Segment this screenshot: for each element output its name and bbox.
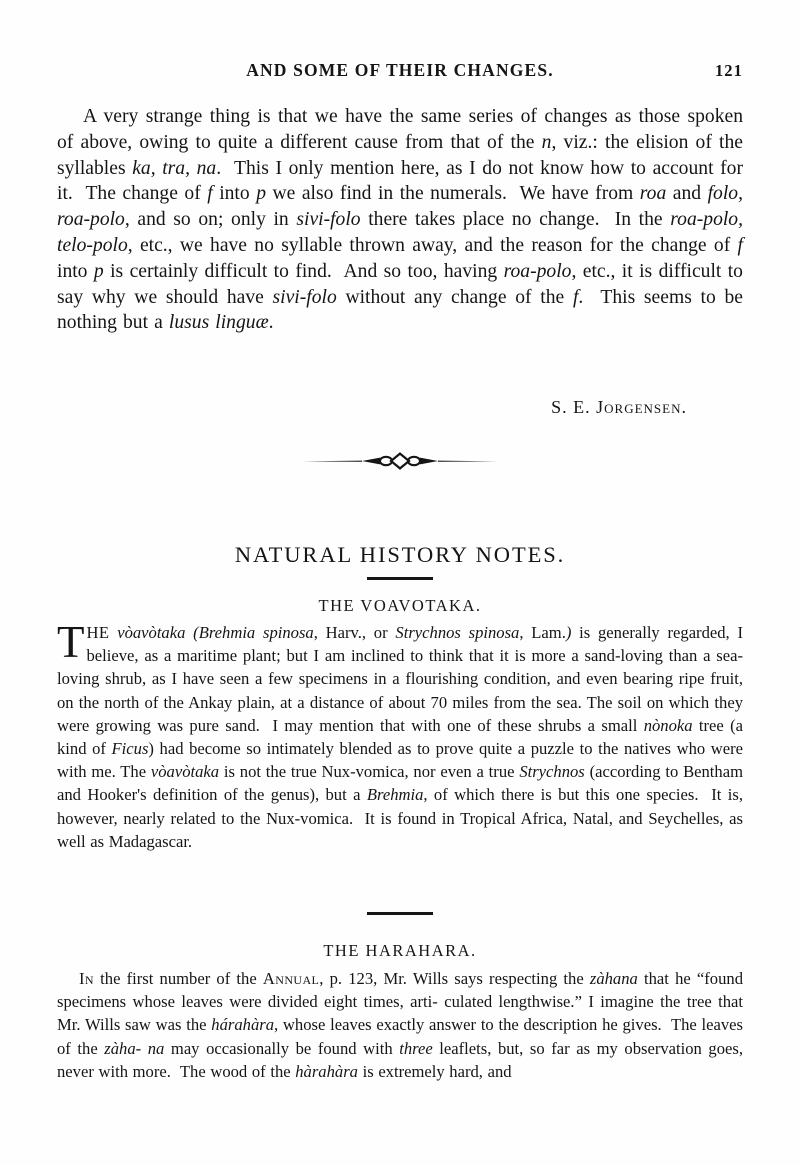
italic-term: roa-polo, telo-polo [57,209,743,256]
diamond-rule-ornament [0,452,800,470]
italic-term: ) [565,623,572,642]
paragraph: In the first number of the Annual, p. 123, Mr. Wills says respecting the zàhana that he “found specimens whose leaves were divided eight times, arti- culated lengthwise.” I imagine the tree that Mr. Wills saw was the hárahàra, whose leaves exactly answer to the description he gives. The leaves of the zàha- na may occasionally be found with three leaflets, but, so far as my observation goes, never with more. The wood of the hàrahàra is extremely hard, and [57,969,743,1081]
section-heading-natural-history: NATURAL HISTORY NOTES. [234,542,566,567]
italic-term: sivi-folo [296,209,361,231]
harahara-body-text [57,967,743,1083]
italic-term: Brehmia [366,785,424,805]
italic-term: roa [639,183,667,205]
italic-term: zàha- na [104,1038,165,1058]
running-head [57,60,743,86]
section-divider-rule [0,576,800,580]
italic-term: Ficus [111,739,149,759]
italic-term: lusus linguæ [168,312,269,334]
italic-term: ka, tra, na [132,157,217,179]
drop-cap: T [57,617,85,667]
italic-term: sivi-folo [272,286,337,308]
publication-name: Annual [262,969,320,988]
voavotaka-body-text [57,617,744,853]
italic-term: vòavòtaka [150,762,220,782]
italic-term: f [737,234,743,256]
opening-small-caps: HE [86,623,110,642]
italic-term: f [572,286,579,308]
italic-term: n [541,131,552,153]
article-closing-text [57,104,743,336]
author-signature: S. E. Jorgensen. [551,397,687,417]
ornament-graphic [300,452,500,470]
paragraph: A very strange thing is that we have the same series of changes as those spoken of above, owing to quite a different cause from that of the n, viz.: the elision of the syllables ka, tra, na. This I only mention here, as I do not know how to account for it. The change of f into p we also find in the numerals. We have from roa and folo, roa-polo, and so on; only in sivi-folo there takes place no change. In the roa-polo, telo-polo, etc., we have no syllable thrown away, and the reason for the change of f into p is certainly difficult to find. And so too, having roa-polo, etc., it is difficult to say why we should have sivi-folo without any change of the f. This seems to be nothing but a lusus linguæ. [57,106,743,334]
italic-term: three [399,1038,433,1058]
italic-term: f [207,183,213,205]
italic-term: p [256,183,266,205]
paragraph: THE vòavòtaka (Brehmia spinosa, Harv., or Strychnos spinosa, Lam.) is generally regarded, I believe, as a maritime plant; but I am inclined to think that it is more a sand-loving than a sea-loving shrub, as I have seen a few specimens in a flourishing condition, and even bearing ripe fruit, on the north of the Ankay plain, at a distance of about 70 miles from the sea. The soil on which they were growing was pure sand. I may mention that with one of these shrubs a small nònoka tree (a kind of Ficus) had become so intimately blended as to prove quite a puzzle to the natives who were with me. The vòavòtaka is not the true Nux-vomica, nor even a true Strychnos (according to Bentham and Hooker's definition of the genus), but a Brehmia, of which there is but this one species. It is, however, nearly related to the Nux-vomica. It is found in Tropical Africa, Natal, and Seychelles, as well as Madagascar. [57,617,744,851]
italic-term: folo, roa-polo [57,183,743,231]
subsection-heading-harahara: THE HARAHARA. [323,941,477,960]
italic-term: vòavòtaka (Brehmia spinosa [117,623,314,642]
page-number: 121 [714,61,743,80]
italic-term: hárahàra [211,1015,274,1035]
italic-term: roa-polo [503,260,572,282]
subsection-heading-voavotaka: THE VOAVOTAKA. [318,596,482,615]
section-divider-rule [0,911,800,915]
italic-term: Strychnos spinosa [395,623,520,642]
italic-term: zàhana [589,969,638,988]
italic-term: Strychnos [519,762,585,782]
opening-small-caps: In [79,969,94,988]
italic-term: nònoka [643,715,693,735]
italic-term: p [93,260,104,282]
running-head-title: AND SOME OF THEIR CHANGES. [246,60,554,80]
italic-term: hàrahàra [295,1061,358,1081]
